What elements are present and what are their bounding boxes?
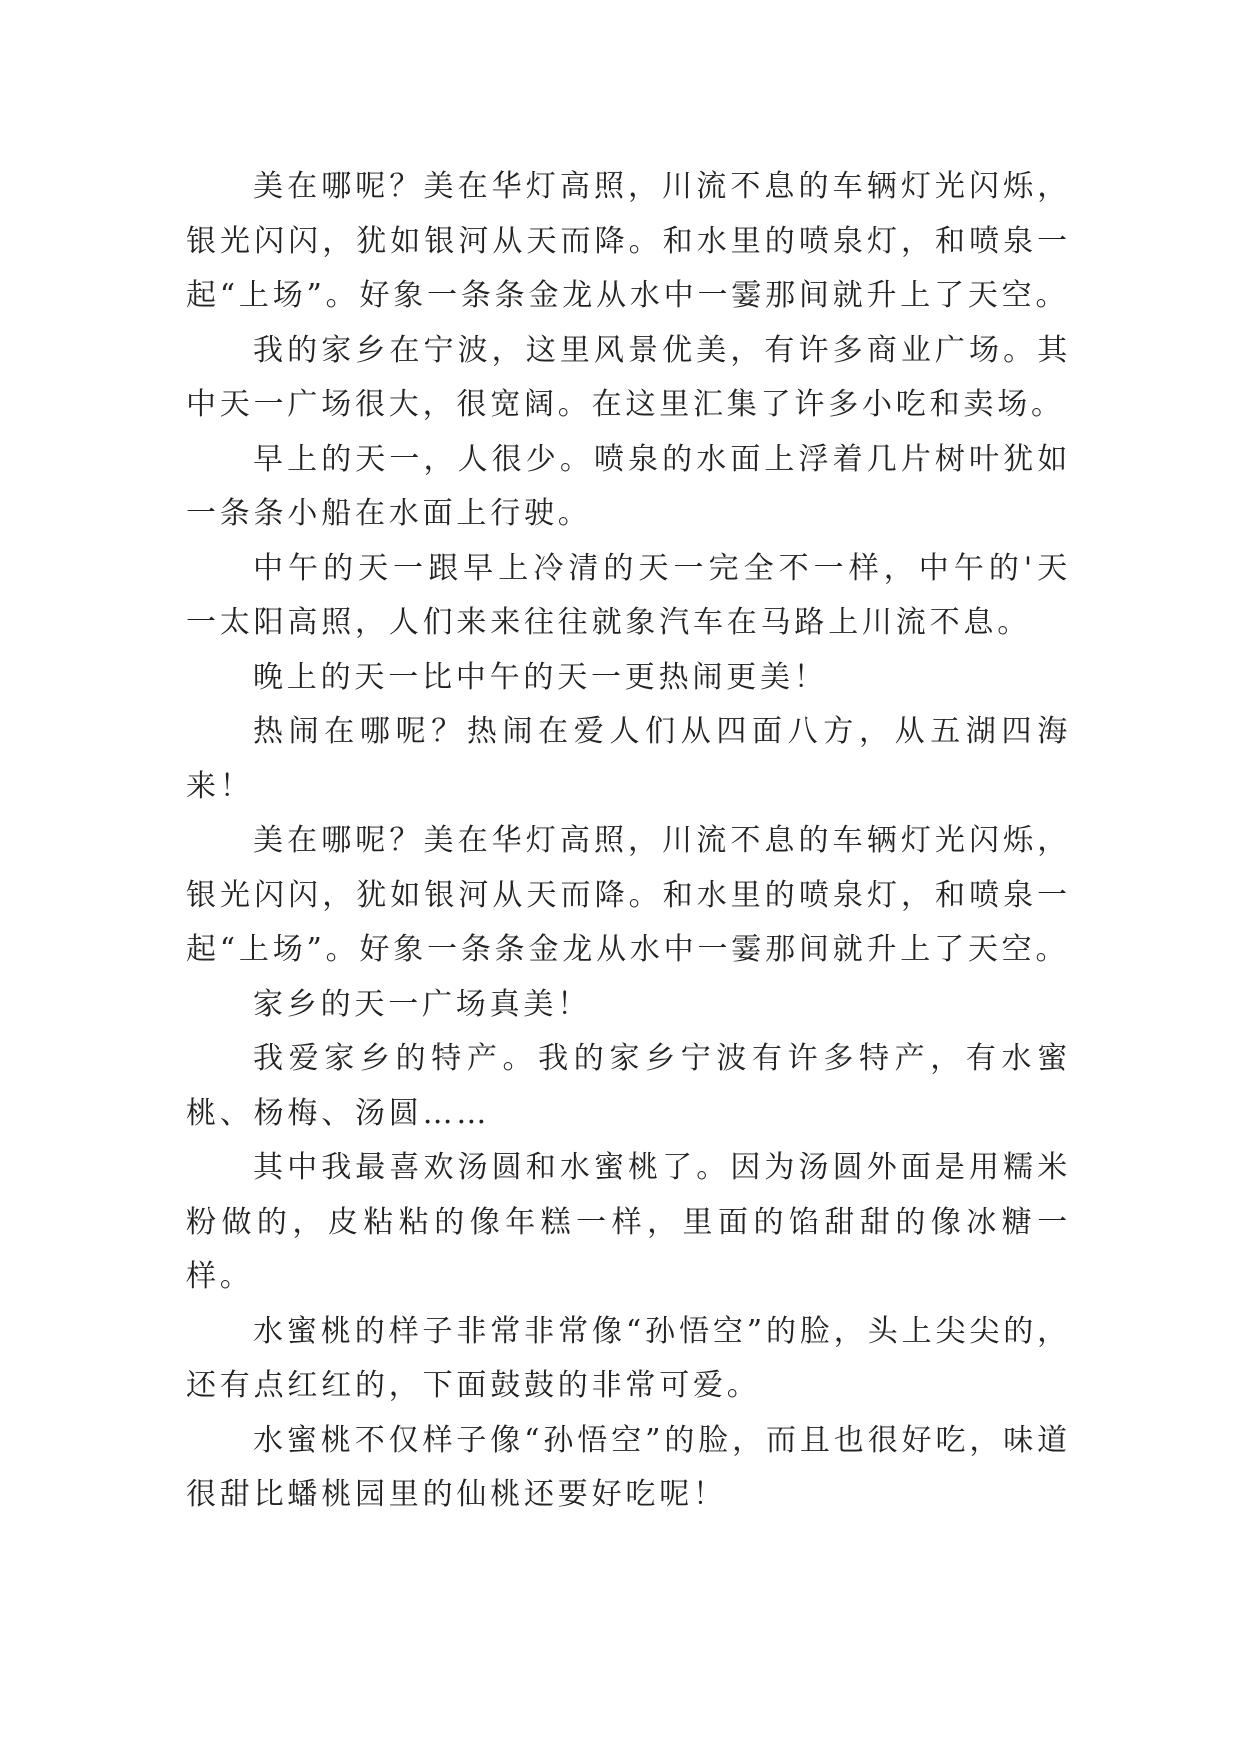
paragraph: 早上的天一，人很少。喷泉的水面上浮着几片树叶犹如一条条小船在水面上行驶。 [186,441,1071,531]
paragraph: 水蜜桃的样子非常非常像“孙悟空”的脸，头上尖尖的，还有点红红的，下面鼓鼓的非常可爱。 [186,1313,1071,1403]
paragraph: 我爱家乡的特产。我的家乡宁波有许多特产，有水蜜桃、杨梅、汤圆…… [186,1041,1071,1131]
paragraph: 热闹在哪呢？热闹在爱人们从四面八方，从五湖四海来！ [186,714,1071,804]
paragraph: 中午的天一跟早上冷清的天一完全不一样，中午的'天一太阳高照，人们来来往往就象汽车在马路上川流不息。 [186,550,1071,640]
paragraph: 美在哪呢？美在华灯高照，川流不息的车辆灯光闪烁，银光闪闪，犹如银河从天而降。和水里的喷泉灯，和喷泉一起“上场”。好象一条条金龙从水中一霎那间就升上了天空。 [186,823,1071,967]
document-body [186,160,1071,1523]
paragraph: 我的家乡在宁波，这里风景优美，有许多商业广场。其中天一广场很大，很宽阔。在这里汇集了许多小吃和卖场。 [186,332,1071,422]
paragraph: 家乡的天一广场真美！ [253,986,591,1022]
paragraph: 晚上的天一比中午的天一更热闹更美！ [253,659,828,695]
paragraph: 其中我最喜欢汤圆和水蜜桃了。因为汤圆外面是用糯米粉做的，皮粘粘的像年糕一样，里面的馅甜甜的像冰糖一样。 [186,1150,1071,1294]
paragraph: 美在哪呢？美在华灯高照，川流不息的车辆灯光闪烁，银光闪闪，犹如银河从天而降。和水里的喷泉灯，和喷泉一起“上场”。好象一条条金龙从水中一霎那间就升上了天空。 [186,169,1071,313]
paragraph: 水蜜桃不仅样子像“孙悟空”的脸，而且也很好吃，味道很甜比蟠桃园里的仙桃还要好吃呢！ [186,1422,1071,1512]
